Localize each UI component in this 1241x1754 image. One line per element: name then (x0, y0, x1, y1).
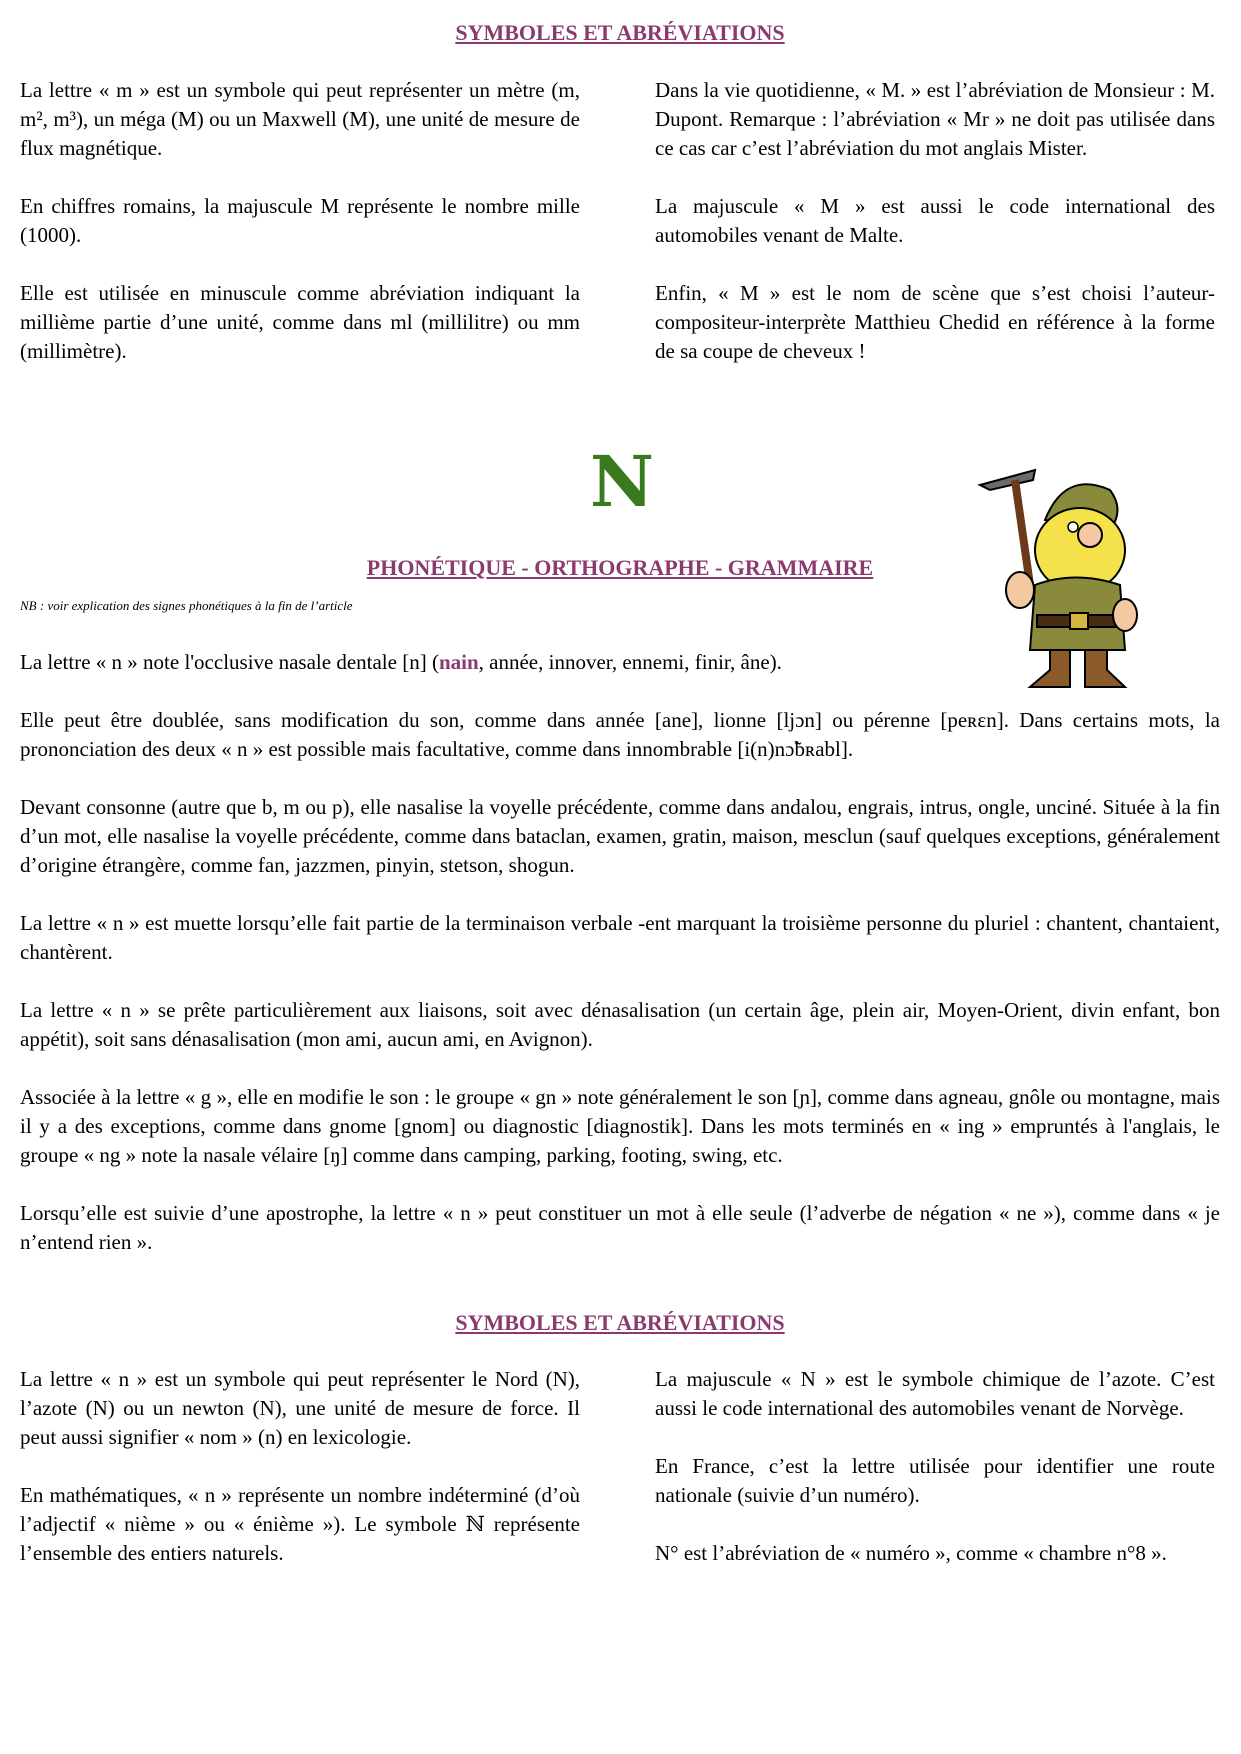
intro-text: , année, innover, ennemi, finir, âne). (478, 650, 782, 674)
n-symbols-right-column (655, 1365, 1215, 1597)
phonetic-note: NB : voir explication des signes phonétiques à la fin de l’article (20, 598, 353, 613)
n-symbols-heading: SYMBOLES ET ABRÉVIATIONS (455, 1310, 785, 1335)
n-symbols-left-column (20, 1365, 580, 1597)
phonetics-paragraph: Elle peut être doublée, sans modification du son, comme dans année [ane], lionne [ljɔn] ou pérenne [peʀɛn]. Dans certains mots, la prononciation des deux « n » est possible mais facultative, comme dans innombrable [i(n)nɔ̃bʀabl]. (20, 708, 1220, 761)
phonetics-body (20, 648, 1220, 1286)
m-right-paragraph: Dans la vie quotidienne, « M. » est l’abréviation de Monsieur : M. Dupont. Remarque : l’abréviation « Mr » ne doit pas utilisée dans ce cas car c’est l’abréviation du mot anglais Mister. (655, 78, 1215, 160)
page (20, 0, 1220, 1754)
phonetics-paragraph: La lettre « n » est muette lorsqu’elle fait partie de la terminaison verbale -ent marquant la troisième personne du pluriel : chantent, chantaient, chantèrent. (20, 911, 1220, 964)
m-symbols-right-column (655, 76, 1215, 395)
m-right-paragraph: Enfin, « M » est le nom de scène que s’est choisi l’auteur-compositeur-interprète Matthieu Chedid en référence à la forme de sa coupe de cheveux ! (655, 281, 1215, 363)
n-left-paragraph: La lettre « n » est un symbole qui peut représenter le Nord (N), l’azote (N) ou un newton (N), une unité de mesure de force. Il peut aussi signifier « nom » (n) en lexicologie. (20, 1367, 580, 1449)
m-left-paragraph: En chiffres romains, la majuscule M représente le nombre mille (1000). (20, 194, 580, 247)
phonetics-heading: PHONÉTIQUE - ORTHOGRAPHE - GRAMMAIRE (366, 555, 874, 580)
phonetics-paragraph: Devant consonne (autre que b, m ou p), elle nasalise la voyelle précédente, comme dans andalou, engrais, intrus, ongle, unciné. Située à la fin d’un mot, elle nasalise la voyelle précédente, comme dans bataclan, examen, gratin, maison, mesclun (sauf quelques exceptions, généralement d’origine étrangère, comme fan, jazzmen, pinyin, stetson, shogun. (20, 795, 1220, 877)
phonetics-paragraph: Associée à la lettre « g », elle en modifie le son : le groupe « gn » note généralement le son [ɲ], comme dans agneau, gnôle ou montagne, mais il y a des exceptions, comme dans gnome [gnom] ou diagnostic [diagnostik]. Dans les mots terminés en « ing » empruntés à l'anglais, le groupe « ng » note la nasale vélaire [ŋ] comme dans camping, parking, footing, swing, etc. (20, 1085, 1220, 1167)
intro-text: La lettre « n » note l'occlusive nasale dentale [n] ( (20, 650, 439, 674)
m-left-paragraph: Elle est utilisée en minuscule comme abréviation indiquant la millième partie d’une unité, comme dans ml (millilitre) ou mm (millimètre). (20, 281, 580, 363)
m-symbols-left-column (20, 76, 580, 395)
m-right-paragraph: La majuscule « M » est aussi le code international des automobiles venant de Malte. (655, 194, 1215, 247)
letter-n-title: N (590, 440, 654, 523)
phonetics-intro (20, 648, 1220, 677)
n-right-paragraph: La majuscule « N » est le symbole chimique de l’azote. C’est aussi le code international des automobiles venant de Norvège. (655, 1367, 1215, 1420)
intro-highlight: nain (438, 650, 479, 674)
n-left-paragraph: En mathématiques, « n » représente un nombre indéterminé (d’où l’adjectif « nième » ou « énième »). Le symbole ℕ représente l’ensemble des entiers naturels. (20, 1483, 580, 1565)
m-left-paragraph: La lettre « m » est un symbole qui peut représenter un mètre (m, m², m³), un méga (M) ou un Maxwell (M), une unité de mesure de flux magnétique. (20, 78, 580, 160)
n-right-paragraph: N° est l’abréviation de « numéro », comme « chambre n°8 ». (655, 1541, 1167, 1565)
phonetics-paragraph: Lorsqu’elle est suivie d’une apostrophe, la lettre « n » peut constituer un mot à elle seule (l’adverbe de négation « ne »), comme dans « je n’entend rien ». (20, 1201, 1220, 1254)
n-right-paragraph: En France, c’est la lettre utilisée pour identifier une route nationale (suivie d’un numéro). (655, 1454, 1215, 1507)
phonetics-paragraph: La lettre « n » se prête particulièrement aux liaisons, soit avec dénasalisation (un certain âge, plein air, Moyen-Orient, divin enfant, bon appétit), soit sans dénasalisation (mon ami, aucun ami, en Avignon). (20, 998, 1220, 1051)
m-symbols-heading: SYMBOLES ET ABRÉVIATIONS (455, 20, 785, 45)
